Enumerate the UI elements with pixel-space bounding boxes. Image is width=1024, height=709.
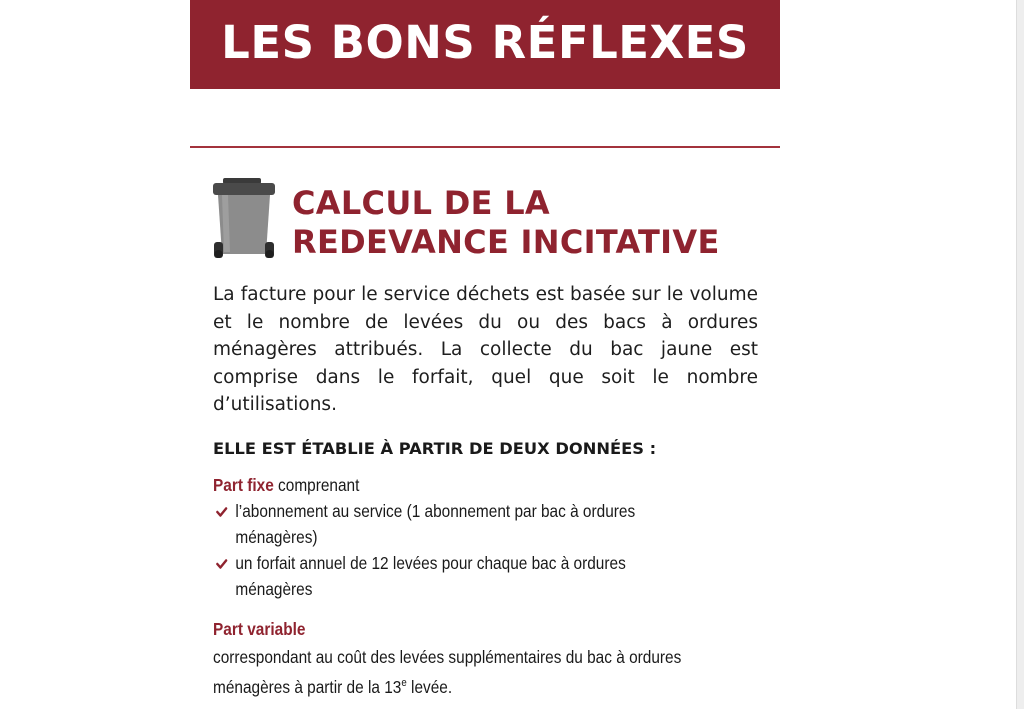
list-item [216, 498, 711, 550]
variable-part-line-1: correspondant au coût des levées supplémentaires du bac à ordures [213, 647, 682, 667]
ordinal-superscript: e [401, 677, 407, 689]
variable-part-description [213, 644, 681, 700]
variable-part-title-line [213, 616, 305, 642]
check-icon [216, 507, 227, 517]
section-divider [190, 146, 780, 148]
variable-part-title: Part variable [213, 619, 306, 639]
list-item-line-2: ménagères [235, 579, 313, 599]
fixed-part-title: Part fixe [213, 475, 274, 495]
section-title-line-1: CALCUL DE LA [292, 184, 550, 222]
section-title-line-2: REDEVANCE INCITATIVE [292, 223, 720, 261]
header-banner [190, 0, 780, 89]
fixed-part-list [216, 498, 711, 602]
page-edge [1016, 0, 1024, 709]
list-item-line-2: ménagères) [235, 527, 318, 547]
list-item [216, 550, 711, 602]
list-item-line-1: un forfait annuel de 12 levées pour chaque bac à ordures [235, 553, 626, 573]
data-heading: ELLE EST ÉTABLIE À PARTIR DE DEUX DONNÉES : [213, 439, 657, 458]
fixed-part-suffix: comprenant [273, 475, 360, 495]
banner-title: LES BONS RÉFLEXES [221, 16, 749, 69]
list-item-line-1: l’abonnement au service (1 abonnement par bac à ordures [235, 501, 636, 521]
variable-part-line-2-end: levée. [406, 676, 453, 697]
intro-paragraph: La facture pour le service déchets est basée sur le volume et le nombre de levées du ou des bacs à ordures ménagères attribués. La collecte du bac jaune est comprise dans le forfait, quel que soit le nombre d’utilisations. [213, 284, 758, 415]
check-icon [216, 559, 227, 569]
variable-part-line-2-start: ménagères à partir de la 13 [213, 676, 402, 697]
trash-bin-icon [212, 178, 276, 260]
section-title [292, 184, 720, 262]
fixed-part-intro [213, 472, 359, 498]
